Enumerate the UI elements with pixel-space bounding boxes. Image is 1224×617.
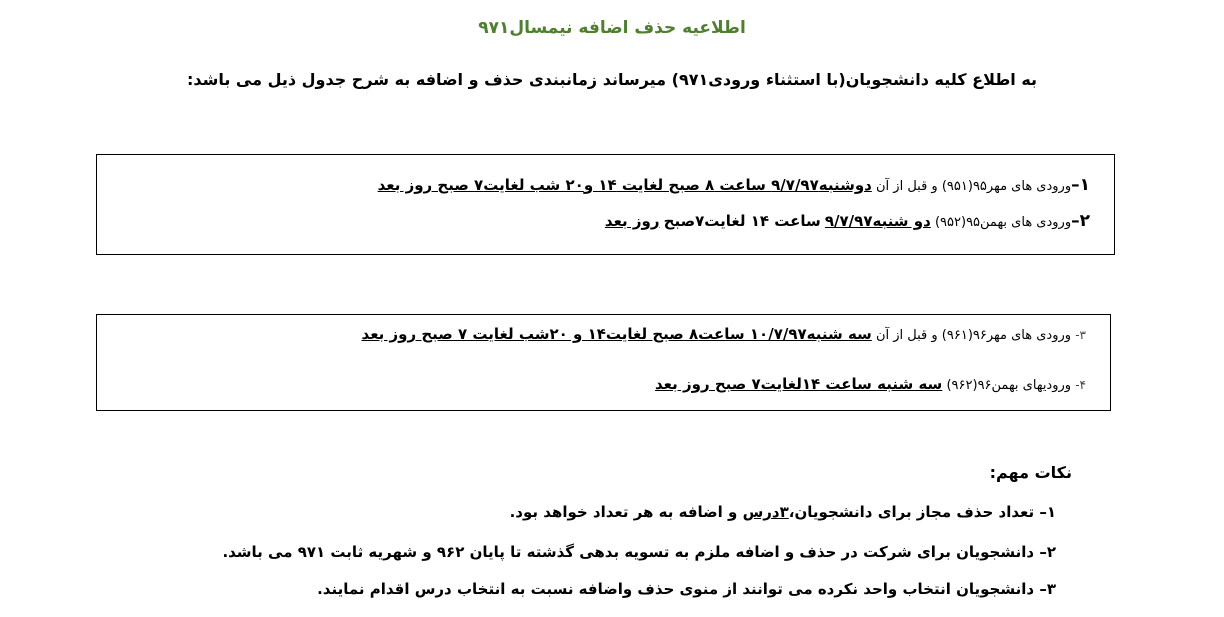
row-number: ۳- — [1075, 328, 1086, 342]
schedule-row-1 — [378, 175, 1090, 195]
note-item-2 — [222, 543, 1056, 561]
schedule-box-1 — [96, 154, 1115, 255]
notes-heading: نکات مهم: — [989, 463, 1072, 482]
entry-time-hours: ساعت ۱۴ لغایت۷صبح — [663, 212, 821, 230]
entry-group: ورودی های بهمن۹۵(۹۵۲) — [934, 215, 1072, 230]
schedule-row-4 — [655, 375, 1086, 393]
note-text: تعداد حذف مجاز برای دانشجویان، — [788, 503, 1035, 521]
entry-time: سه شنبه ساعت ۱۴لغایت۷ صبح روز بعد — [655, 375, 943, 393]
note-text: دانشجویان انتخاب واحد نکرده می توانند از منوی حذف واضافه نسبت به انتخاب درس اقدام نمایند. — [317, 580, 1035, 598]
intro-text: به اطلاع کلیه دانشجویان(با استثناء ورودی۹۷۱) میرساند زمانبندی حذف و اضافه به شرح جدول ذیل می باشد: — [186, 70, 1038, 89]
entry-group: ورودی های مهر۹۶(۹۶۱) و قبل از آن — [875, 328, 1072, 343]
note-text: و اضافه به هر تعداد خواهد بود. — [509, 503, 738, 521]
note-number: ۳– — [1039, 580, 1056, 598]
note-item-1 — [510, 503, 1056, 521]
row-number: ۱– — [1071, 175, 1090, 195]
entry-time: دوشنبه۹/۷/۹۷ ساعت ۸ صبح لغایت ۱۴ و۲۰ شب لغایت۷ صبح روز بعد — [377, 176, 872, 194]
row-number: ۴- — [1075, 378, 1086, 392]
note-text-emphasis: ۳درس — [742, 503, 789, 521]
note-number: ۱– — [1039, 503, 1056, 521]
row-number: ۲– — [1071, 211, 1090, 231]
entry-time-end: روز بعد — [604, 212, 660, 230]
schedule-row-2 — [605, 211, 1090, 231]
entry-time-date: دو شنبه۹/۷/۹۷ — [824, 212, 931, 230]
note-item-3 — [317, 580, 1056, 598]
note-text: دانشجویان برای شرکت در حذف و اضافه ملزم به تسویه بدهی گذشته تا پایان ۹۶۲ و شهریه ثابت ۹۷۱ می باشد. — [222, 543, 1035, 561]
page-title: اطلاعیه حذف اضافه نیمسال۹۷۱ — [478, 18, 746, 38]
entry-time: سه شنبه۱۰/۷/۹۷ ساعت۸ صبح لغایت۱۴ و ۲۰شب لغایت ۷ صبح روز بعد — [361, 325, 872, 343]
entry-group: ورودیهای بهمن۹۶(۹۶۲) — [946, 378, 1072, 393]
schedule-box-2 — [96, 314, 1111, 411]
note-number: ۲– — [1039, 543, 1056, 561]
entry-group: ورودی های مهر۹۵(۹۵۱) و قبل از آن — [876, 179, 1072, 194]
schedule-row-3 — [362, 325, 1086, 343]
